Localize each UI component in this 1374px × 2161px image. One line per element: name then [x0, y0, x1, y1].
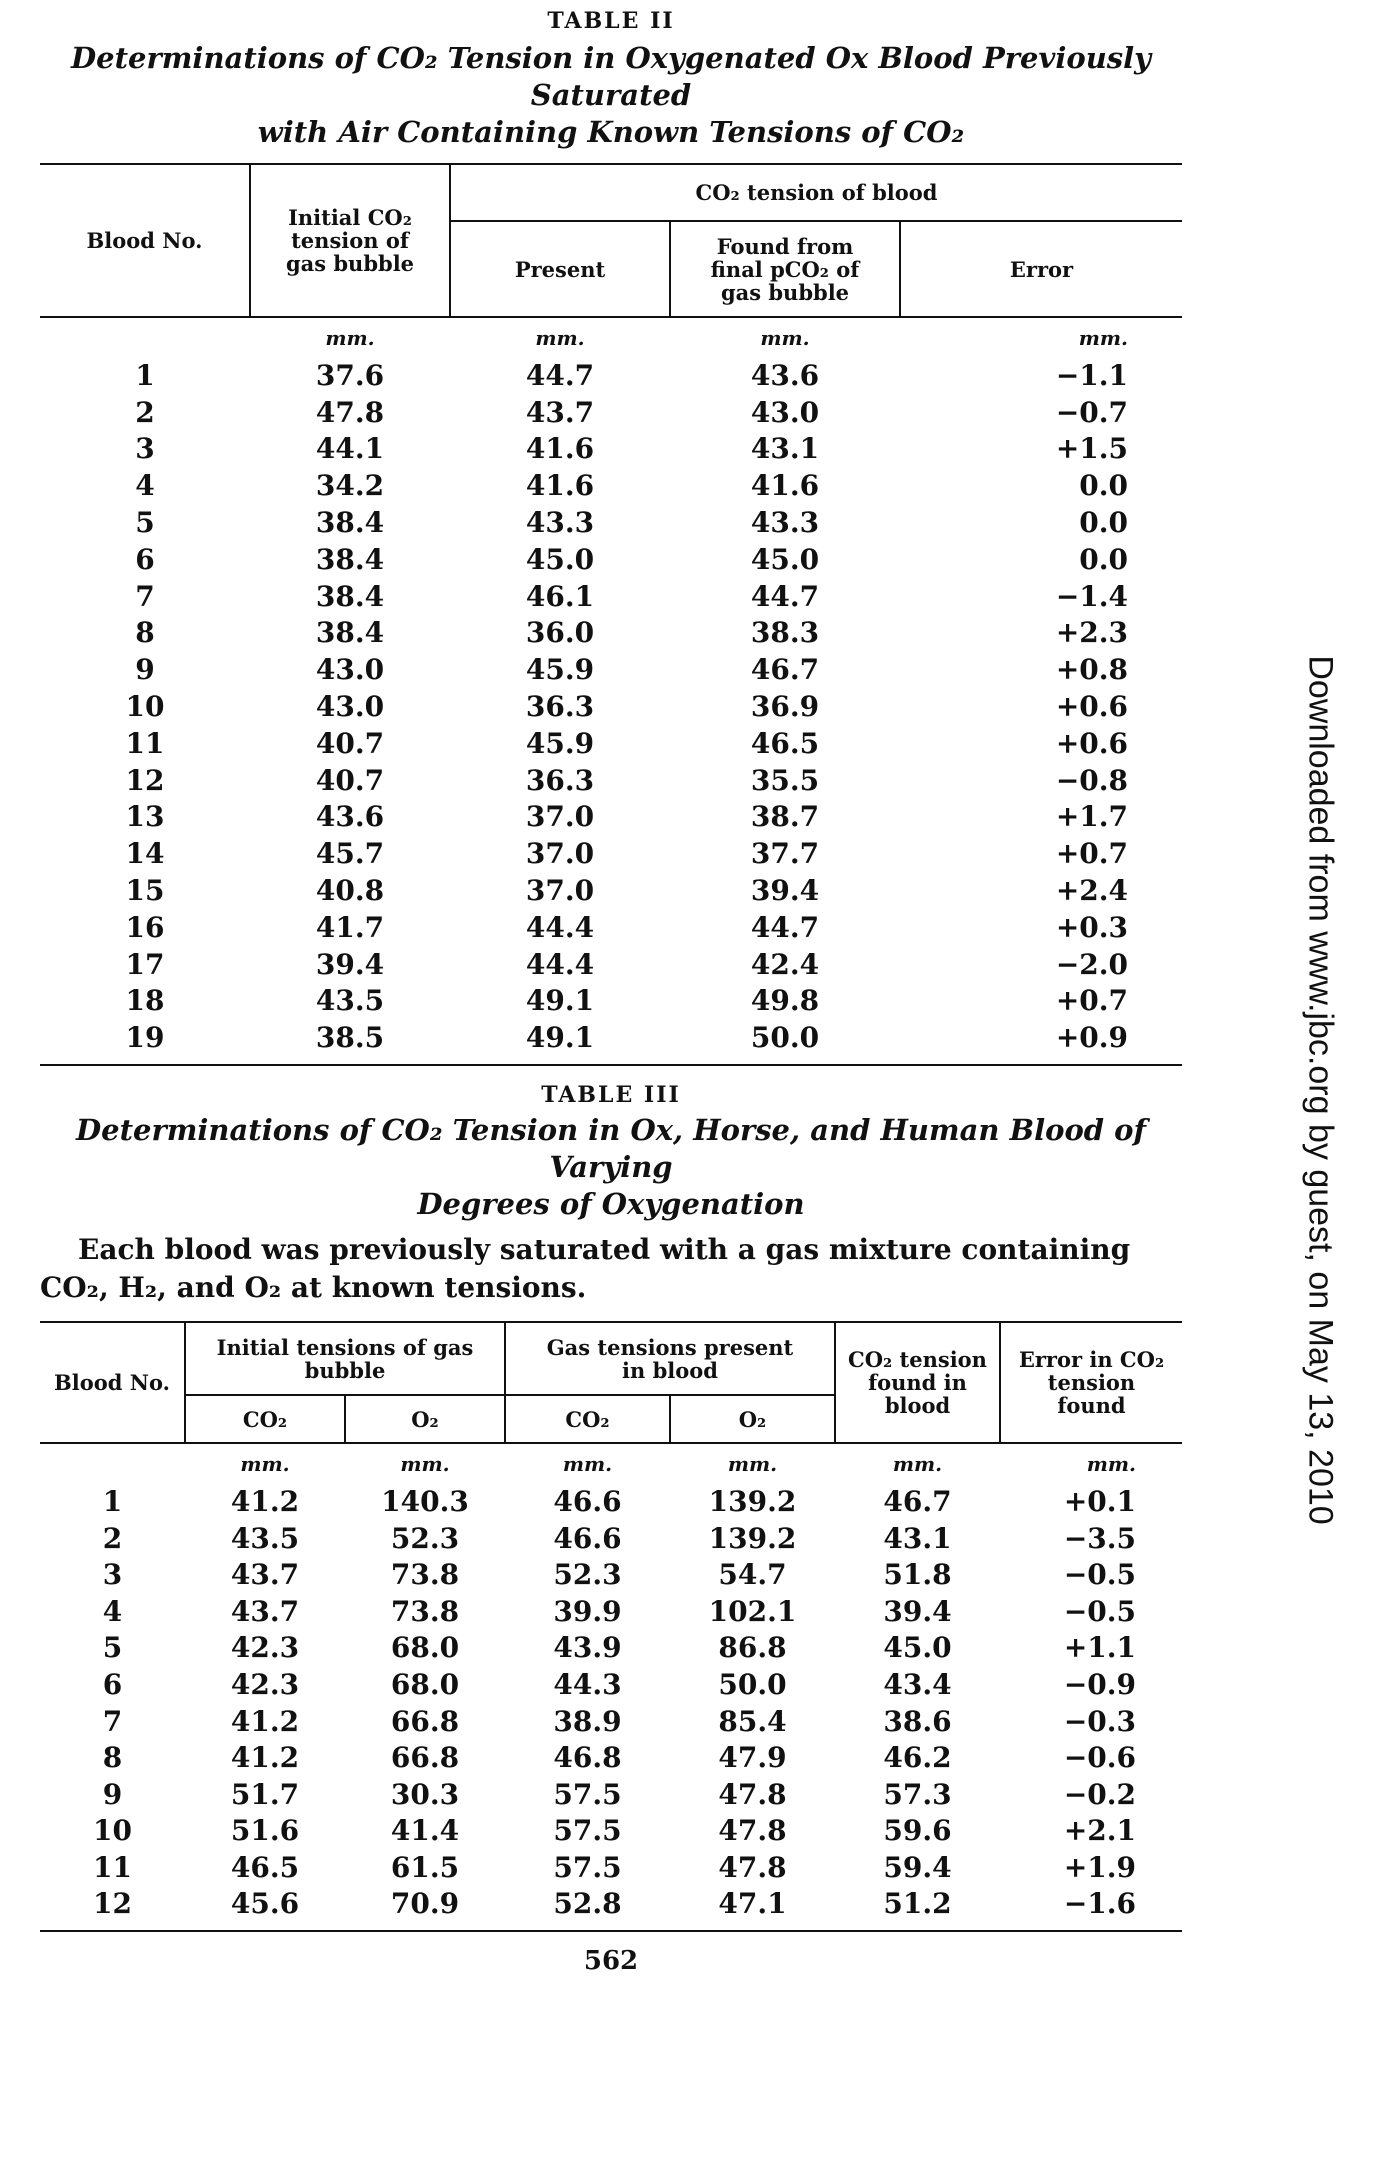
value-cell: 52.3: [390, 1521, 460, 1555]
table2-title: [40, 40, 1182, 151]
value-cell: 73.8: [390, 1594, 460, 1628]
value-cell: 43.3: [750, 506, 820, 540]
table-row: [40, 541, 1182, 578]
value-cell: 43.5: [230, 1521, 300, 1555]
value-cell: 44.7: [750, 910, 820, 944]
blood-number-cell: 6: [102, 1667, 123, 1701]
error-cell: −0.3: [1063, 1704, 1136, 1738]
value-cell: 46.1: [525, 579, 595, 613]
table-row: [40, 1776, 1182, 1813]
blood-number-cell: 14: [125, 837, 165, 871]
value-cell: 68.0: [390, 1631, 460, 1665]
table-row: [40, 615, 1182, 652]
value-cell: 46.5: [230, 1850, 300, 1884]
value-cell: 38.7: [750, 800, 820, 834]
value-cell: 59.4: [883, 1850, 952, 1884]
value-cell: 41.6: [525, 432, 595, 466]
value-cell: 140.3: [381, 1484, 469, 1518]
value-cell: 37.0: [525, 800, 595, 834]
table3-units-row: [40, 1443, 1182, 1483]
table-row: [40, 431, 1182, 468]
table3-unit: mm.: [1086, 1451, 1136, 1476]
table-row: [40, 1849, 1182, 1886]
value-cell: 45.7: [315, 837, 385, 871]
value-cell: 45.0: [750, 542, 820, 576]
error-cell: +1.7: [1055, 800, 1128, 834]
value-cell: 51.7: [230, 1777, 300, 1811]
table2-header-blood-no: Blood No.: [40, 165, 250, 317]
table3-bottom-rule: [40, 1930, 1182, 1932]
error-cell: −0.8: [1055, 763, 1128, 797]
page: [40, 0, 1182, 1976]
value-cell: 47.8: [718, 1850, 787, 1884]
value-cell: 41.6: [525, 469, 595, 503]
error-cell: −0.9: [1063, 1667, 1136, 1701]
value-cell: 46.5: [750, 726, 820, 760]
blood-number-cell: 1: [135, 358, 155, 392]
value-cell: 54.7: [718, 1558, 787, 1592]
value-cell: 68.0: [390, 1667, 460, 1701]
error-cell: +1.1: [1063, 1631, 1136, 1665]
table-row: [40, 688, 1182, 725]
table2-header-error: Error: [900, 221, 1182, 317]
value-cell: 41.2: [230, 1484, 300, 1518]
value-cell: 38.4: [315, 542, 385, 576]
table3-label: TABLE III: [541, 1082, 681, 1109]
table3-header-blood-no: Blood No.: [40, 1323, 185, 1443]
value-cell: 44.4: [525, 947, 595, 981]
table2: [40, 165, 1182, 1056]
value-cell: 41.2: [230, 1704, 300, 1738]
value-cell: 38.4: [315, 506, 385, 540]
table-row: [40, 799, 1182, 836]
blood-number-cell: 4: [135, 469, 155, 503]
value-cell: 43.7: [230, 1594, 300, 1628]
value-cell: 36.3: [525, 763, 595, 797]
table-row: [40, 467, 1182, 504]
blood-number-cell: 2: [102, 1521, 123, 1555]
error-cell: +0.6: [1055, 690, 1128, 724]
blood-number-cell: 3: [135, 432, 155, 466]
blood-number-cell: 4: [102, 1594, 123, 1628]
value-cell: 57.5: [553, 1850, 622, 1884]
table-row: [40, 357, 1182, 394]
value-cell: 102.1: [708, 1594, 797, 1628]
value-cell: 42.3: [230, 1667, 300, 1701]
blood-number-cell: 12: [93, 1887, 132, 1921]
value-cell: 52.3: [553, 1558, 622, 1592]
table-row: [40, 1812, 1182, 1849]
value-cell: 37.7: [750, 837, 820, 871]
table-row: [40, 394, 1182, 431]
value-cell: 36.0: [525, 616, 595, 650]
table3-header-co2: CO₂: [185, 1395, 345, 1443]
table-row: [40, 872, 1182, 909]
value-cell: 49.1: [525, 1021, 595, 1055]
value-cell: 66.8: [390, 1704, 460, 1738]
blood-number-cell: 12: [125, 763, 165, 797]
blood-number-cell: 3: [102, 1558, 123, 1592]
value-cell: 86.8: [718, 1631, 787, 1665]
value-cell: 40.7: [315, 726, 385, 760]
value-cell: 47.1: [718, 1887, 787, 1921]
blood-number-cell: 11: [93, 1850, 132, 1884]
value-cell: 38.6: [883, 1704, 952, 1738]
value-cell: 36.9: [750, 690, 820, 724]
blood-number-cell: 13: [125, 800, 165, 834]
value-cell: 38.4: [315, 616, 385, 650]
table-row: [40, 835, 1182, 872]
value-cell: 57.3: [883, 1777, 952, 1811]
value-cell: 41.4: [390, 1814, 460, 1848]
value-cell: 50.0: [718, 1667, 787, 1701]
table2-header-initial: Initial CO₂ tension of gas bubble: [250, 165, 450, 317]
value-cell: 46.7: [750, 653, 820, 687]
value-cell: 38.5: [315, 1021, 385, 1055]
value-cell: 51.2: [883, 1887, 952, 1921]
table3-header-co2-blood: CO₂: [505, 1395, 670, 1443]
blood-number-cell: 7: [102, 1704, 123, 1738]
value-cell: 49.1: [525, 984, 595, 1018]
error-cell: +0.7: [1055, 984, 1128, 1018]
value-cell: 41.6: [750, 469, 820, 503]
blood-number-cell: 15: [125, 874, 165, 908]
table2-unit: mm.: [1078, 325, 1128, 350]
value-cell: 42.3: [230, 1631, 300, 1665]
table3-title-line2: Degrees of Oxygenation: [417, 1187, 805, 1222]
value-cell: 43.3: [525, 506, 595, 540]
error-cell: −0.2: [1063, 1777, 1136, 1811]
error-cell: +1.9: [1063, 1850, 1136, 1884]
error-cell: +0.8: [1055, 653, 1128, 687]
value-cell: 139.2: [708, 1521, 797, 1555]
table-row: [40, 1483, 1182, 1520]
table-row: [40, 1556, 1182, 1593]
blood-number-cell: 2: [135, 395, 155, 429]
table-row: [40, 1666, 1182, 1703]
value-cell: 59.6: [883, 1814, 952, 1848]
error-cell: +0.6: [1055, 726, 1128, 760]
value-cell: 39.4: [750, 874, 820, 908]
value-cell: 43.7: [230, 1558, 300, 1592]
error-cell: −1.6: [1063, 1887, 1136, 1921]
value-cell: 39.4: [883, 1594, 952, 1628]
value-cell: 50.0: [750, 1021, 820, 1055]
blood-number-cell: 10: [93, 1814, 132, 1848]
blood-number-cell: 1: [102, 1484, 123, 1518]
value-cell: 47.8: [315, 395, 385, 429]
value-cell: 37.0: [525, 874, 595, 908]
blood-number-cell: 11: [125, 726, 165, 760]
value-cell: 43.7: [525, 395, 595, 429]
value-cell: 38.9: [553, 1704, 622, 1738]
table3-title-line1: Determinations of CO₂ Tension in Ox, Horse, and Human Blood of Varying: [76, 1113, 1146, 1185]
value-cell: 45.0: [883, 1631, 952, 1665]
value-cell: 43.1: [883, 1521, 952, 1555]
value-cell: 43.9: [553, 1631, 622, 1665]
blood-number-cell: 16: [125, 910, 165, 944]
download-watermark: Downloaded from www.jbc.org by guest, on May 13, 2010: [1301, 655, 1340, 1525]
table-row: [40, 651, 1182, 688]
table3-header-o2-blood: O₂: [670, 1395, 835, 1443]
value-cell: 52.8: [553, 1887, 622, 1921]
value-cell: 39.4: [315, 947, 385, 981]
value-cell: 57.5: [553, 1814, 622, 1848]
table2-unit: mm.: [760, 325, 810, 350]
value-cell: 43.6: [315, 800, 385, 834]
error-cell: +1.5: [1055, 432, 1128, 466]
value-cell: 39.9: [553, 1594, 622, 1628]
table-row: [40, 1019, 1182, 1056]
table-row: [40, 1703, 1182, 1740]
error-cell: +2.1: [1063, 1814, 1136, 1848]
error-cell: +0.9: [1055, 1021, 1128, 1055]
value-cell: 36.3: [525, 690, 595, 724]
value-cell: 44.4: [525, 910, 595, 944]
table3-header-initial-group: Initial tensions of gas bubble: [185, 1323, 505, 1395]
value-cell: 47.8: [718, 1814, 787, 1848]
value-cell: 35.5: [750, 763, 820, 797]
value-cell: 41.7: [315, 910, 385, 944]
value-cell: 47.9: [718, 1741, 787, 1775]
table2-unit: mm.: [325, 325, 375, 350]
error-cell: −0.5: [1063, 1594, 1136, 1628]
error-cell: −3.5: [1063, 1521, 1136, 1555]
table2-header-found: Found from final pCO₂ of gas bubble: [670, 221, 900, 317]
value-cell: 61.5: [390, 1850, 460, 1884]
value-cell: 45.9: [525, 653, 595, 687]
error-cell: −0.5: [1063, 1558, 1136, 1592]
table-row: [40, 725, 1182, 762]
table2-units-row: [40, 317, 1182, 357]
blood-number-cell: 7: [135, 579, 155, 613]
value-cell: 44.7: [525, 358, 595, 392]
table3-title: [40, 1112, 1182, 1223]
table-row: [40, 762, 1182, 799]
value-cell: 43.0: [750, 395, 820, 429]
value-cell: 66.8: [390, 1741, 460, 1775]
value-cell: 40.8: [315, 874, 385, 908]
table3-unit: mm.: [240, 1451, 290, 1476]
error-cell: −0.7: [1055, 395, 1128, 429]
table3: [40, 1323, 1182, 1922]
table-row: [40, 1593, 1182, 1630]
table2-label: TABLE II: [547, 8, 675, 34]
value-cell: 43.0: [315, 690, 385, 724]
table3-unit: mm.: [727, 1451, 778, 1476]
value-cell: 70.9: [390, 1887, 460, 1921]
value-cell: 45.9: [525, 726, 595, 760]
error-cell: 0.0: [1079, 506, 1128, 540]
blood-number-cell: 9: [135, 653, 155, 687]
blood-number-cell: 8: [102, 1741, 123, 1775]
table2-header-present: Present: [450, 221, 670, 317]
value-cell: 38.4: [315, 579, 385, 613]
value-cell: 47.8: [718, 1777, 787, 1811]
table3-unit: mm.: [400, 1451, 450, 1476]
value-cell: 51.8: [883, 1558, 952, 1592]
value-cell: 139.2: [708, 1484, 797, 1518]
value-cell: 49.8: [750, 984, 820, 1018]
table2-unit-blank: [40, 317, 250, 357]
table2-header-group: CO₂ tension of blood: [450, 165, 1182, 221]
error-cell: +0.3: [1055, 910, 1128, 944]
table-row: [40, 504, 1182, 541]
blood-number-cell: 18: [125, 984, 165, 1018]
error-cell: −0.6: [1063, 1741, 1136, 1775]
table-row: [40, 578, 1182, 615]
value-cell: 30.3: [390, 1777, 460, 1811]
blood-number-cell: 10: [125, 690, 165, 724]
table3-header-found: CO₂ tension found in blood: [835, 1323, 1000, 1443]
table-row: [40, 1520, 1182, 1557]
table-row: [40, 1630, 1182, 1667]
value-cell: 73.8: [390, 1558, 460, 1592]
error-cell: +0.1: [1063, 1484, 1136, 1518]
value-cell: 34.2: [315, 469, 385, 503]
value-cell: 46.2: [883, 1741, 952, 1775]
table2-unit: mm.: [535, 325, 585, 350]
table2-title-line1: Determinations of CO₂ Tension in Oxygenated Ox Blood Previously Saturated: [71, 41, 1151, 112]
value-cell: 57.5: [553, 1777, 622, 1811]
value-cell: 46.6: [553, 1521, 622, 1555]
page-number: 562: [583, 1946, 639, 1977]
error-cell: +2.3: [1055, 616, 1128, 650]
table2-bottom-rule: [40, 1064, 1182, 1066]
error-cell: −2.0: [1055, 947, 1128, 981]
table-row: [40, 909, 1182, 946]
value-cell: 44.7: [750, 579, 820, 613]
value-cell: 46.6: [553, 1484, 622, 1518]
table-row: [40, 1739, 1182, 1776]
value-cell: 85.4: [718, 1704, 787, 1738]
value-cell: 44.3: [553, 1667, 622, 1701]
table3-unit: mm.: [562, 1451, 613, 1476]
error-cell: 0.0: [1079, 542, 1128, 576]
table-row: [40, 1886, 1182, 1923]
value-cell: 43.6: [750, 358, 820, 392]
value-cell: 43.4: [883, 1667, 952, 1701]
error-cell: −1.1: [1055, 358, 1128, 392]
blood-number-cell: 17: [125, 947, 165, 981]
value-cell: 42.4: [750, 947, 820, 981]
value-cell: 40.7: [315, 763, 385, 797]
value-cell: 44.1: [315, 432, 385, 466]
blood-number-cell: 5: [135, 506, 155, 540]
blood-number-cell: 8: [135, 616, 155, 650]
table3-header-present-group: Gas tensions present in blood: [505, 1323, 835, 1395]
value-cell: 37.0: [525, 837, 595, 871]
value-cell: 45.6: [230, 1887, 300, 1921]
table3-header-error: Error in CO₂ tension found: [1000, 1323, 1182, 1443]
value-cell: 45.0: [525, 542, 595, 576]
table-row: [40, 983, 1182, 1020]
error-cell: +2.4: [1055, 874, 1128, 908]
error-cell: +0.7: [1055, 837, 1128, 871]
table-row: [40, 946, 1182, 983]
value-cell: 38.3: [750, 616, 820, 650]
table2-title-line2: with Air Containing Known Tensions of CO₂: [257, 115, 965, 149]
blood-number-cell: 19: [125, 1021, 165, 1055]
value-cell: 51.6: [230, 1814, 300, 1848]
value-cell: 43.1: [750, 432, 820, 466]
error-cell: 0.0: [1079, 469, 1128, 503]
error-cell: −1.4: [1055, 579, 1128, 613]
value-cell: 37.6: [315, 358, 385, 392]
value-cell: 41.2: [230, 1741, 300, 1775]
table3-unit-blank: [40, 1443, 185, 1483]
table3-unit: mm.: [892, 1451, 943, 1476]
value-cell: 43.0: [315, 653, 385, 687]
blood-number-cell: 6: [135, 542, 155, 576]
value-cell: 43.5: [315, 984, 385, 1018]
value-cell: 46.7: [883, 1484, 952, 1518]
table3-caption: Each blood was previously saturated with a gas mixture containing CO₂, H₂, and O₂ at known tensions.: [40, 1233, 1131, 1305]
blood-number-cell: 5: [102, 1631, 123, 1665]
blood-number-cell: 9: [102, 1777, 123, 1811]
table3-header-o2: O₂: [345, 1395, 505, 1443]
value-cell: 46.8: [553, 1741, 622, 1775]
